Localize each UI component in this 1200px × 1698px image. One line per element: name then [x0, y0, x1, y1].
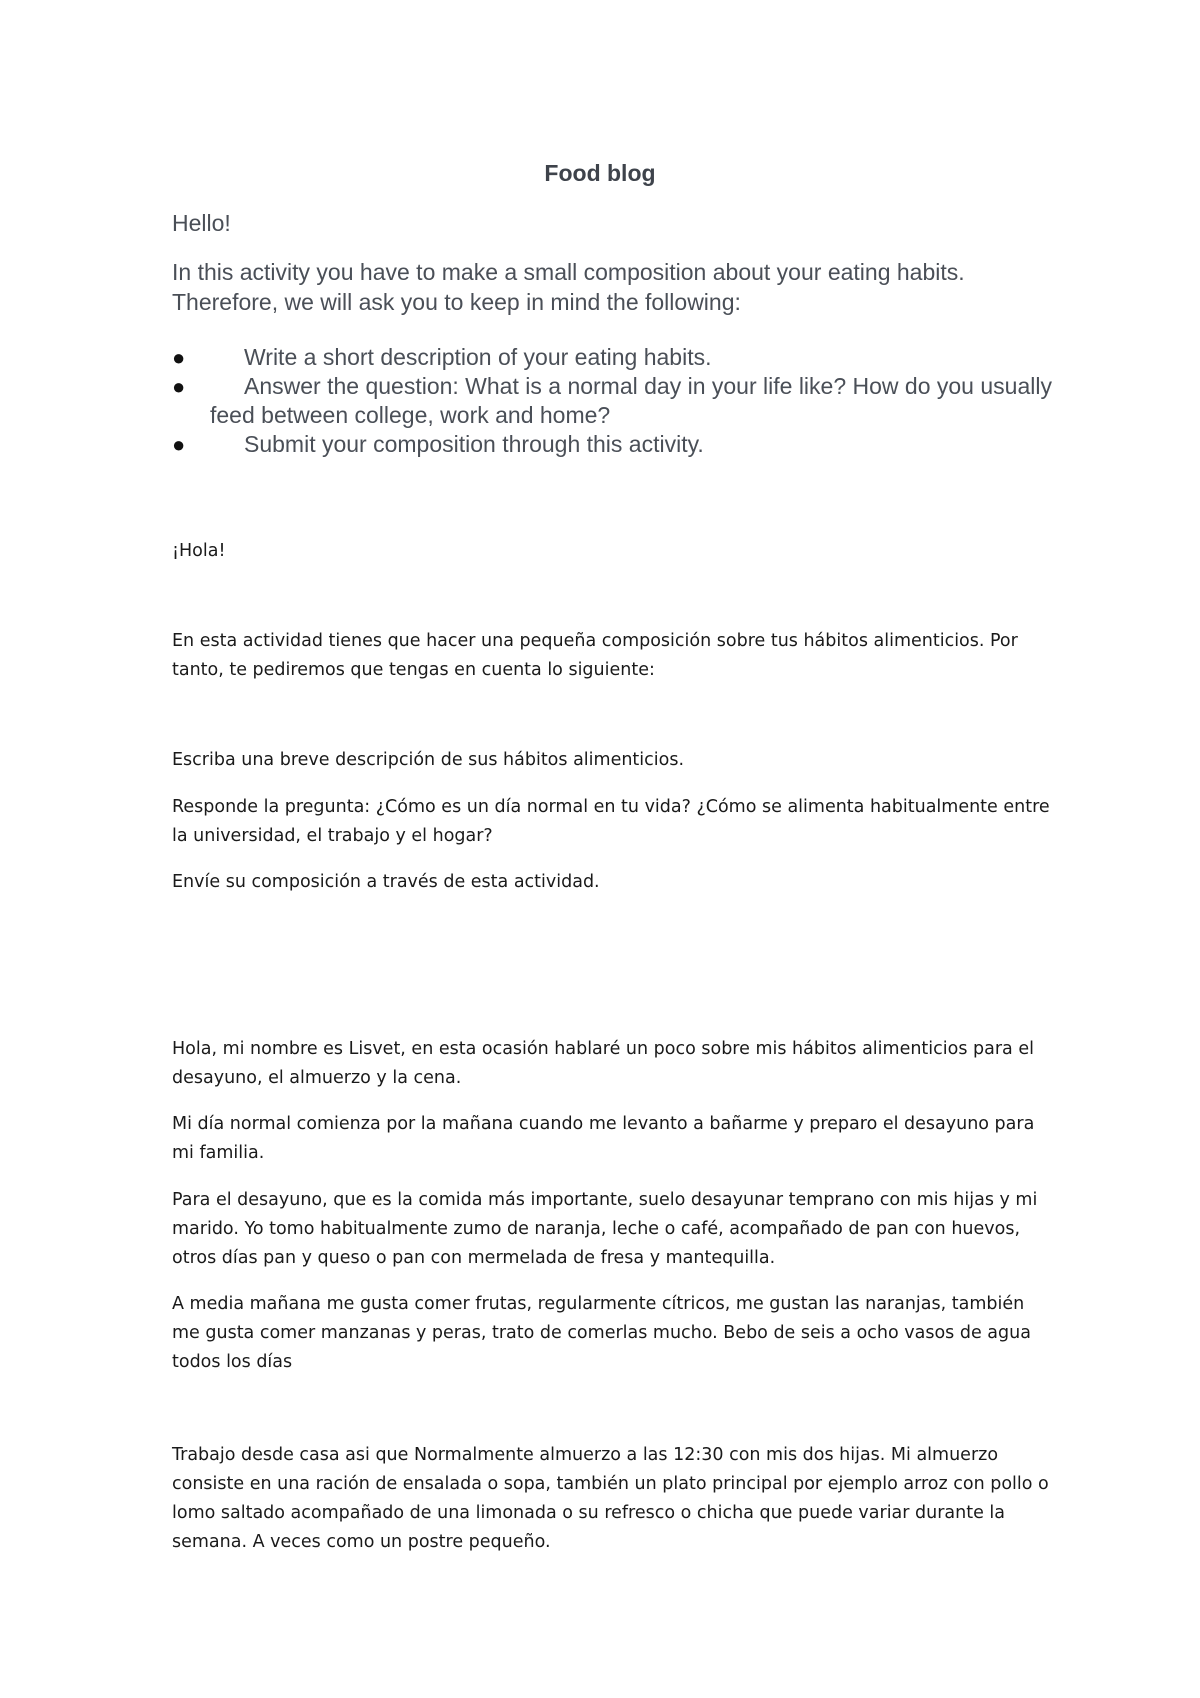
spanish-item: Envíe su composición a través de esta actividad.	[172, 872, 600, 892]
list-item-text: Write a short description of your eating habits.	[244, 344, 712, 370]
english-greeting: Hello!	[172, 210, 231, 236]
list-item	[172, 430, 1052, 459]
list-item	[172, 372, 1052, 430]
english-intro: In this activity you have to make a small composition about your eating habits. Therefore, we will ask you to keep in mind the following:	[172, 259, 965, 315]
composition-paragraph: Mi día normal comienza por la mañana cuando me levanto a bañarme y preparo el desayuno para mi familia.	[172, 1114, 1035, 1163]
composition-paragraph: A media mañana me gusta comer frutas, regularmente cítricos, me gustan las naranjas, también me gusta comer manzanas y peras, trato de comerlas mucho. Bebo de seis a ocho vasos de agua todos los días	[172, 1294, 1031, 1372]
composition-paragraph: Para el desayuno, que es la comida más importante, suelo desayunar temprano con mis hijas y mi marido. Yo tomo habitualmente zumo de naranja, leche o café, acompañado de pan con huevos, otros días pan y queso o pan con mermelada de fresa y mantequilla.	[172, 1190, 1038, 1268]
spanish-greeting: ¡Hola!	[172, 541, 226, 561]
spanish-item: Responde la pregunta: ¿Cómo es un día normal en tu vida? ¿Cómo se alimenta habitualmente entre la universidad, el trabajo y el hogar?	[172, 797, 1050, 846]
composition-paragraph: Trabajo desde casa asi que Normalmente almuerzo a las 12:30 con mis dos hijas. Mi almuerzo consiste en una ración de ensalada o sopa, también un plato principal por ejemplo arroz con pollo o lomo saltado acompañado de una limonada o su refresco o chicha que puede variar durante la semana. A veces como un postre pequeño.	[172, 1445, 1049, 1552]
spanish-item: Escriba una breve descripción de sus hábitos alimenticios.	[172, 750, 685, 770]
bullet-icon: ●	[172, 432, 186, 457]
composition-paragraph: Hola, mi nombre es Lisvet, en esta ocasión hablaré un poco sobre mis hábitos alimenticios para el desayuno, el almuerzo y la cena.	[172, 1039, 1034, 1088]
bullet-icon: ●	[172, 345, 186, 370]
document-title: Food blog	[544, 160, 656, 186]
list-item-text: Answer the question: What is a normal day in your life like? How do you usually feed between college, work and home?	[210, 373, 1052, 428]
english-instructions-list	[172, 343, 1052, 459]
list-item	[172, 343, 1052, 372]
spanish-intro: En esta actividad tienes que hacer una pequeña composición sobre tus hábitos alimenticios. Por tanto, te pediremos que tengas en cuenta lo siguiente:	[172, 631, 1018, 680]
bullet-icon: ●	[172, 374, 186, 399]
list-item-text: Submit your composition through this activity.	[244, 431, 704, 457]
